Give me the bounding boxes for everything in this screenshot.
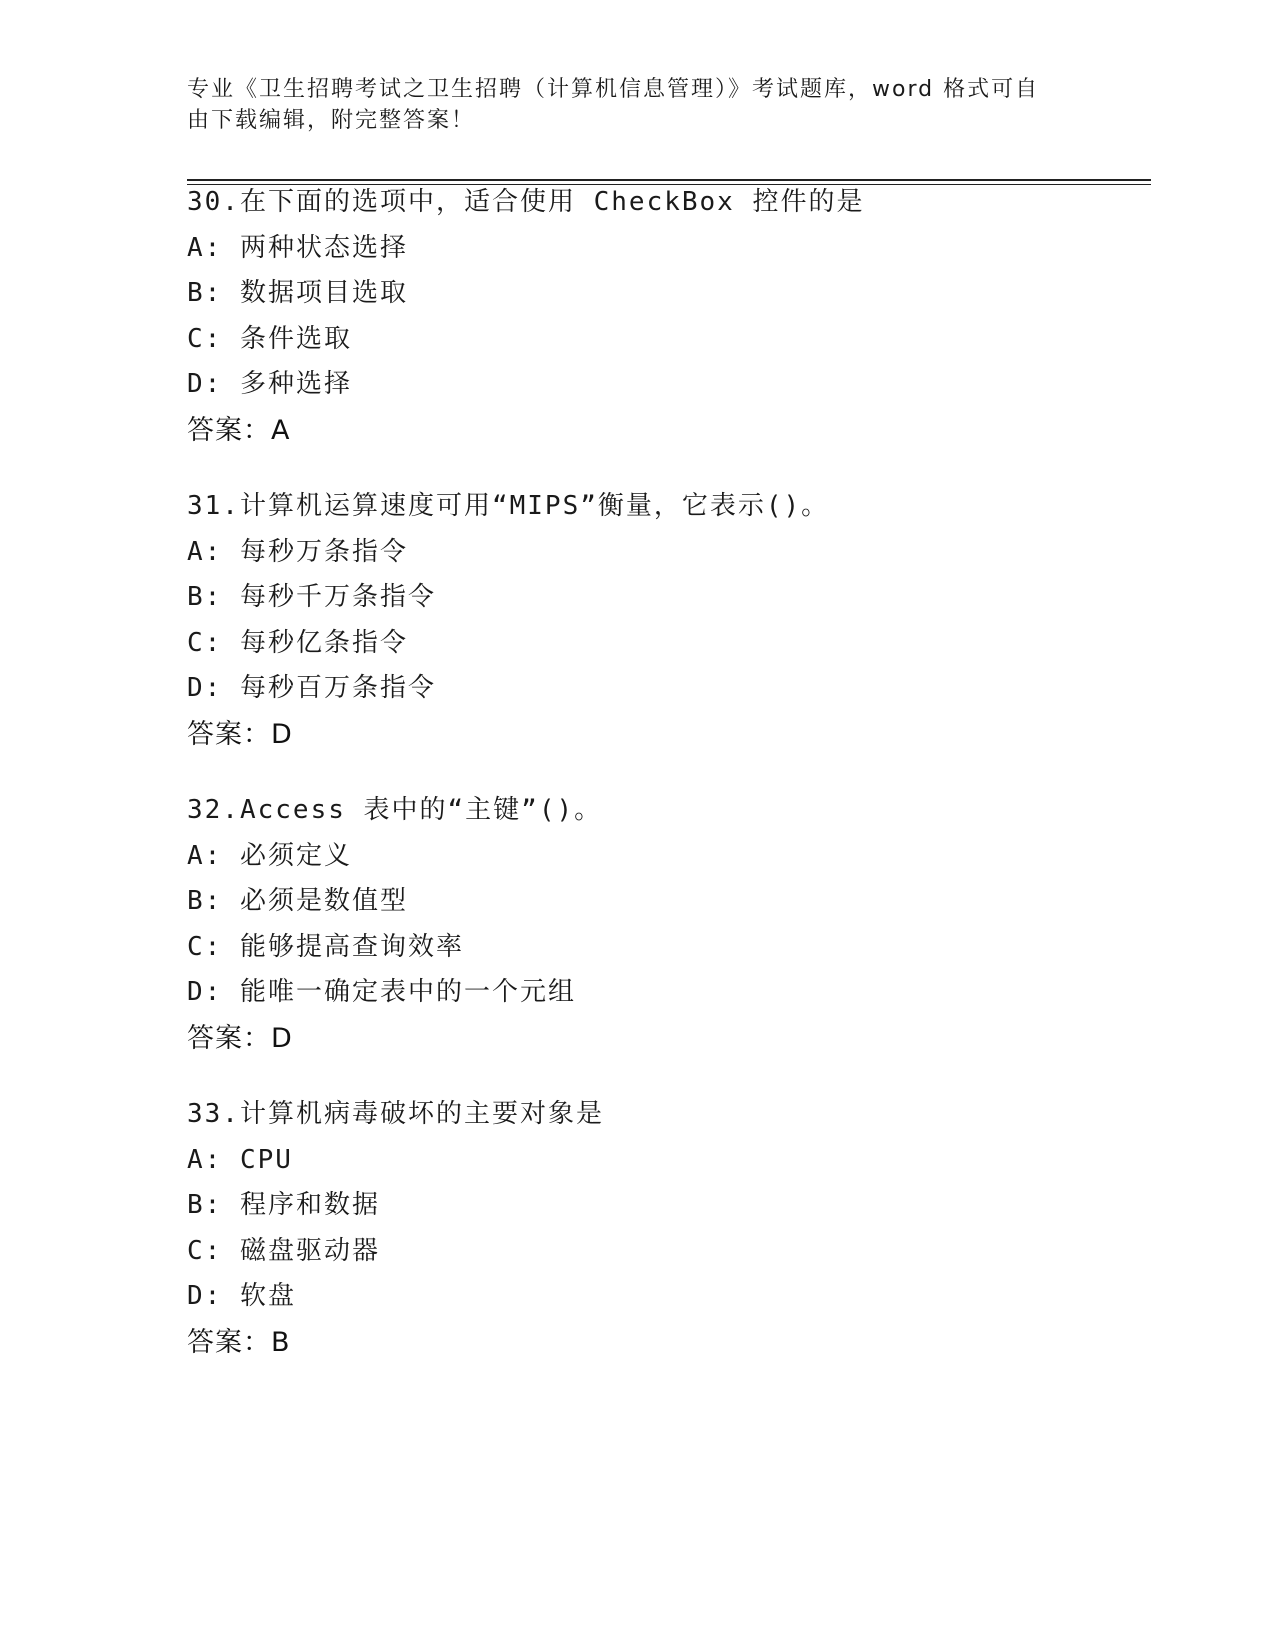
option-a: A: CPU bbox=[187, 1144, 293, 1175]
option-a: A: 必须定义 bbox=[187, 840, 352, 871]
option-b: B: 程序和数据 bbox=[187, 1190, 380, 1220]
question-32 bbox=[187, 788, 1147, 1061]
question-33 bbox=[187, 1092, 1147, 1365]
answer-label: 答案： bbox=[187, 1022, 271, 1054]
option-d: D: 每秒百万条指令 bbox=[187, 673, 436, 703]
answer bbox=[187, 1320, 1147, 1366]
option-b: B: 每秒千万条指令 bbox=[187, 582, 436, 612]
header-line-2: 由下载编辑，附完整答案！ bbox=[187, 108, 476, 133]
answer-label: 答案： bbox=[187, 414, 271, 446]
option-d: D: 多种选择 bbox=[187, 369, 352, 399]
option-b: B: 必须是数值型 bbox=[187, 886, 408, 916]
question-31 bbox=[187, 484, 1147, 757]
answer-value: B bbox=[271, 1326, 291, 1358]
answer-value: D bbox=[271, 1022, 293, 1054]
answer bbox=[187, 408, 1147, 454]
option-d: D: 软盘 bbox=[187, 1281, 296, 1311]
option-c: C: 能够提高查询效率 bbox=[187, 931, 464, 962]
answer bbox=[187, 712, 1147, 758]
option-a: A: 两种状态选择 bbox=[187, 232, 408, 263]
option-d: D: 能唯一确定表中的一个元组 bbox=[187, 977, 576, 1007]
answer-label: 答案： bbox=[187, 1326, 271, 1358]
option-c: C: 磁盘驱动器 bbox=[187, 1235, 380, 1266]
question-stem: 30.在下面的选项中，适合使用 CheckBox 控件的是 bbox=[187, 187, 865, 217]
question-stem: 32.Access 表中的“主键”()。 bbox=[187, 795, 603, 825]
header-line-1: 专业《卫生招聘考试之卫生招聘（计算机信息管理）》考试题库，word 格式可自 bbox=[187, 77, 1040, 102]
option-b: B: 数据项目选取 bbox=[187, 278, 408, 308]
answer bbox=[187, 1016, 1147, 1062]
question-stem: 31.计算机运算速度可用“MIPS”衡量，它表示()。 bbox=[187, 491, 830, 521]
question-stem: 33.计算机病毒破坏的主要对象是 bbox=[187, 1099, 604, 1129]
question-30 bbox=[187, 180, 1147, 453]
answer-value: A bbox=[271, 414, 291, 446]
option-c: C: 条件选取 bbox=[187, 323, 352, 354]
option-c: C: 每秒亿条指令 bbox=[187, 627, 408, 658]
document-header bbox=[187, 74, 1087, 136]
answer-value: D bbox=[271, 718, 293, 750]
answer-label: 答案： bbox=[187, 718, 271, 750]
option-a: A: 每秒万条指令 bbox=[187, 536, 408, 567]
